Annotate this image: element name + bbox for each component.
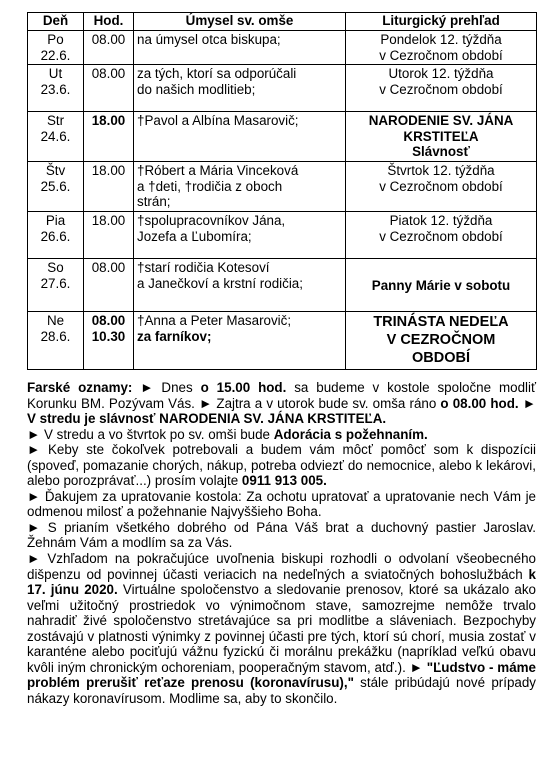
intention-cell — [134, 31, 346, 65]
day-name: Ut — [48, 66, 63, 81]
liturgy-line: Pondelok 12. týždňa — [380, 32, 502, 47]
table-row — [28, 162, 537, 212]
notice-bold-text: o 08.00 hod. ► V stredu je slávnosť NARODENIA SV. JÁNA KRSTITEĽA. — [27, 395, 536, 427]
header-hour: Hod. — [84, 13, 134, 31]
table-row — [28, 112, 537, 162]
mass-time: 08.00 — [91, 66, 126, 81]
day-date: 23.6. — [40, 81, 71, 97]
liturgy-line: NARODENIE SV. JÁNA — [368, 113, 514, 128]
hour-cell — [84, 312, 134, 370]
mass-schedule-table — [27, 12, 537, 370]
notice-bold-text: o 15.00 hod. — [200, 380, 287, 395]
intention-line: †starí rodičia Kotesoví — [137, 260, 270, 275]
day-date: 25.6. — [40, 178, 71, 194]
header-intention: Úmysel sv. omše — [134, 13, 346, 31]
day-name: Pia — [45, 213, 66, 228]
notice-bold-text: k 17. júnu 2020. — [27, 566, 536, 598]
intention-line: †Róbert a Mária Vinceková — [137, 163, 299, 178]
table-header-row — [28, 13, 537, 31]
schedule-body — [28, 31, 537, 370]
liturgy-cell — [346, 65, 537, 112]
table-row — [28, 212, 537, 259]
mass-time: 18.00 — [91, 113, 126, 128]
table-row — [28, 312, 537, 370]
day-date: 24.6. — [40, 128, 71, 144]
intention-cell — [134, 259, 346, 312]
day-cell — [28, 162, 84, 212]
day-name: Po — [47, 32, 64, 47]
intention-line: na úmysel otca biskupa; — [137, 32, 281, 47]
hour-cell — [84, 31, 134, 65]
liturgy-cell — [346, 162, 537, 212]
notice-text: stále pribúdajú nové prípady nákazy koronavírusom. Modlime sa, aby to skončilo. — [27, 675, 536, 706]
notice-bold-text: Adorácia s požehnaním. — [273, 426, 428, 442]
intention-cell — [134, 212, 346, 259]
hour-cell — [84, 259, 134, 312]
liturgy-cell — [346, 112, 537, 162]
hour-cell — [84, 212, 134, 259]
intention-line: a Janečkoví a krstní rodičia; — [137, 275, 303, 291]
mass-time: 08.00 — [91, 32, 126, 47]
notice-paragraph — [27, 427, 536, 443]
liturgy-line: Utorok 12. týždňa — [388, 66, 494, 81]
day-cell — [28, 65, 84, 112]
intention-line: za tých, ktorí sa odporúčali — [137, 66, 297, 81]
liturgy-line: TRINÁSTA NEDEĽA — [373, 314, 509, 330]
day-name: Ne — [46, 313, 65, 328]
liturgy-line: v Cezročnom období — [379, 81, 503, 97]
table-row — [28, 259, 537, 312]
notice-text: Virtuálne spoločenstvo a sledovanie prenosov, ktoré sa ukázalo ako veľmi užitočný prostriedok vo výnimočnom stave, samozrejme nemôže trvalo nahradiť živé spoločenstvo stretávajúce sa pri modlitbe a sláveniach. Bezpochyby zostávajú v platnosti výnimky z povinnej účasti pre tých, ktorí sú chorí, musia zostať v karanténe alebo pociťujú vážnu fyzickú či morálnu prekážku (napríklad veľkú obavu kvôli iným chronickým ochoreniam, pooperačným stavom, atď.). ► — [27, 582, 536, 675]
notice-paragraph: ► Ďakujem za upratovanie kostola: Za ochotu upratovať a upratovanie nech Vám je odmenou milosť a požehnanie Najvyššieho Boha. — [27, 488, 536, 520]
phone-number: 0911 913 005. — [241, 473, 327, 489]
notice-paragraph — [27, 551, 536, 706]
day-date: 28.6. — [40, 328, 71, 344]
liturgy-line: KRSTITEĽA — [403, 128, 479, 144]
liturgy-line: v Cezročnom období — [379, 228, 503, 244]
parish-notices — [27, 380, 536, 706]
day-name: Štv — [45, 163, 66, 178]
intention-line: †Anna a Peter Masarovič; — [137, 313, 292, 328]
notice-paragraph — [27, 380, 536, 427]
liturgy-cell — [346, 259, 537, 312]
table-row — [28, 31, 537, 65]
liturgy-cell — [346, 212, 537, 259]
mass-time: 18.00 — [91, 213, 126, 228]
notice-text: ► V stredu a vo štvrtok po sv. omši bude — [27, 426, 274, 442]
header-day: Deň — [28, 13, 84, 31]
notice-text: ► Keby ste čokoľvek potrebovali a budem vám môcť pomôcť som k dispozícii (spoveď, pomazanie chorých, nákup, potreba odviezť do nemocnice, alebo k lekárovi, alebo porozprávať...) prosím volajte — [27, 442, 536, 489]
mass-time: 08.00 — [91, 313, 126, 328]
intention-line: strán; — [137, 194, 171, 210]
intention-line: do našich modlitieb; — [137, 81, 256, 97]
notice-text: ► Vzhľadom na pokračujúce uvoľnenia biskupi rozhodli o odvolaní všeobecného dišpenzu od povinnej účasti veriacich na nedeľných a sviatočných bohoslužbách — [27, 551, 536, 582]
liturgy-line: Piatok 12. týždňa — [389, 213, 493, 228]
notices-label: Farské oznamy: — [27, 380, 133, 395]
liturgy-line: Panny Márie v sobotu — [371, 277, 511, 293]
liturgy-line: OBDOBÍ — [412, 350, 470, 366]
day-cell — [28, 112, 84, 162]
intention-cell — [134, 112, 346, 162]
liturgy-line: v Cezročnom období — [379, 178, 503, 194]
day-cell — [28, 312, 84, 370]
day-date: 26.6. — [40, 228, 71, 244]
day-cell — [28, 31, 84, 65]
notice-paragraph — [27, 442, 536, 489]
mass-time: 10.30 — [91, 328, 126, 344]
intention-line: †spolupracovníkov Jána, — [137, 213, 286, 228]
notice-bold-text: "Ľudstvo - máme problém prerušiť reťaze prenosu (koronavírusu)," — [27, 659, 536, 691]
liturgy-line: Slávnosť — [412, 144, 470, 160]
mass-time: 18.00 — [91, 163, 126, 178]
intention-line: †Pavol a Albína Masarovič; — [137, 113, 299, 128]
intention-cell — [134, 65, 346, 112]
table-row — [28, 65, 537, 112]
day-date: 22.6. — [40, 47, 71, 63]
liturgy-line: v Cezročnom období — [379, 47, 503, 63]
day-cell — [28, 212, 84, 259]
intention-line: a †deti, †rodičia z oboch — [137, 178, 283, 194]
day-cell — [28, 259, 84, 312]
day-date: 27.6. — [40, 275, 71, 291]
intention-line: Jozefa a Ľubomíra; — [137, 228, 252, 244]
hour-cell — [84, 65, 134, 112]
hour-cell — [84, 112, 134, 162]
liturgy-cell — [346, 31, 537, 65]
day-name: So — [47, 260, 64, 275]
intention-cell — [134, 312, 346, 370]
mass-time: 08.00 — [91, 260, 126, 275]
liturgy-line: V CEZROČNOM — [386, 332, 496, 348]
notice-text: sa budeme v kostole spoločne modliť Korunku BM. Pozývam Vás. ► Zajtra a v utorok bude sv. omša ráno — [27, 380, 536, 411]
hour-cell — [84, 162, 134, 212]
liturgy-line: Štvrtok 12. týždňa — [387, 163, 495, 178]
day-name: Str — [46, 113, 65, 128]
intention-line: za farníkov; — [137, 328, 212, 344]
notice-paragraph: ► S prianím všetkého dobrého od Pána Váš brat a duchovný pastier Jaroslav. Žehnám Vám a modlím sa za Vás. — [27, 519, 536, 551]
liturgy-cell — [346, 312, 537, 370]
intention-cell — [134, 162, 346, 212]
notice-text: ► Dnes — [132, 380, 201, 395]
header-liturgy: Liturgický prehľad — [346, 13, 537, 31]
